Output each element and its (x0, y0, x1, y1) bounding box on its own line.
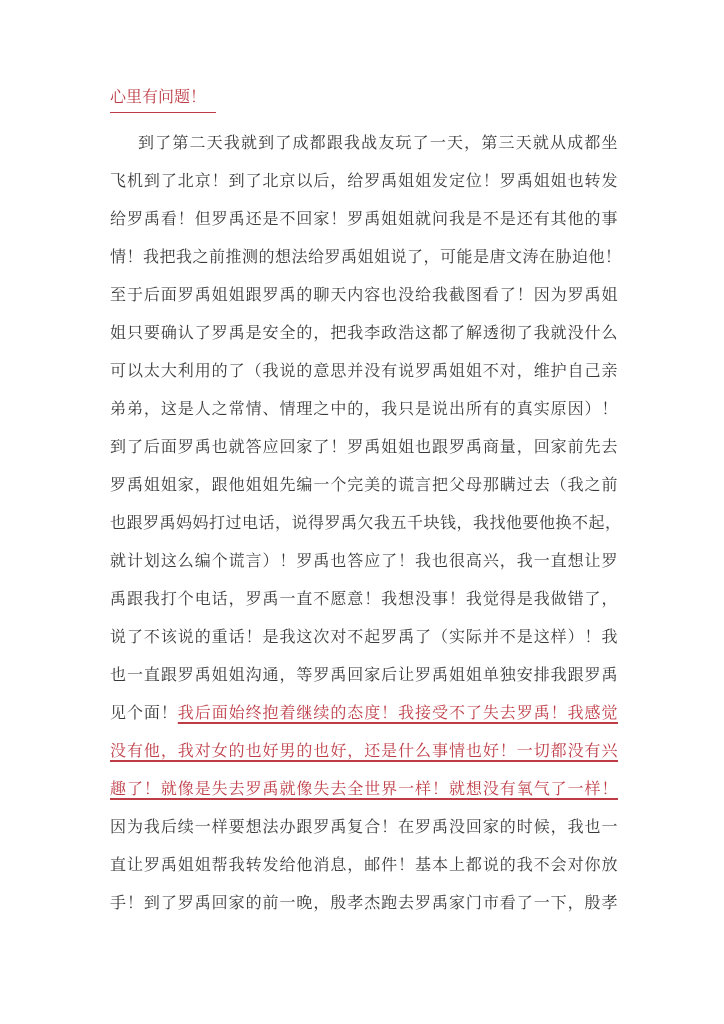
text-line (110, 505, 622, 543)
document-heading-text: 心里有问题！ (110, 86, 216, 113)
text-segment: 到了后面罗禹也就答应回家了！罗禹姐姐也跟罗禹商量，回家前先去 (110, 439, 618, 456)
text-line (110, 429, 618, 467)
document-body (110, 125, 622, 923)
text-line (110, 809, 618, 847)
highlighted-text-segment: 趣了！就像是失去罗禹就像失去全世界一样！就想没有氧气了一样！ (110, 781, 618, 798)
text-line (110, 277, 618, 315)
text-segment: 到了第二天我就到了成都跟我战友玩了一天，第三天就从成都坐 (138, 135, 618, 152)
document-heading (110, 86, 618, 113)
text-line (110, 353, 618, 391)
text-line (110, 315, 618, 353)
text-segment: 也跟罗禹妈妈打过电话，说得罗禹欠我五千块钱，我找他要他换不起， (110, 515, 622, 532)
text-segment: 直让罗禹姐姐帮我转发给他消息，邮件！基本上都说的我不会对你放 (110, 857, 618, 874)
text-segment: 弟弟，这是人之常情、情理之中的，我只是说出所有的真实原因）！ (110, 401, 618, 418)
text-segment: 姐只要确认了罗禹是安全的，把我李政浩这都了解透彻了我就没什么 (110, 325, 618, 342)
text-line (110, 847, 618, 885)
text-segment: 罗禹姐姐家，跟他姐姐先编一个完美的谎言把父母那瞒过去（我之前 (110, 477, 618, 494)
text-segment: 因为我后续一样要想法办跟罗禹复合！在罗禹没回家的时候，我也一 (110, 819, 618, 836)
text-segment: 可以太大利用的了（我说的意思并没有说罗禹姐姐不对，维护自己亲 (110, 363, 618, 380)
text-line (110, 125, 618, 163)
text-line (110, 391, 618, 429)
text-line (110, 201, 618, 239)
highlighted-text-segment: 没有他，我对女的也好男的也好，还是什么事情也好！一切都没有兴 (110, 743, 618, 760)
text-line (110, 695, 618, 733)
text-segment: 禹跟我打个电话，罗禹一直不愿意！我想没事！我觉得是我做错了， (110, 591, 618, 608)
text-line (110, 885, 618, 923)
text-segment: 情！我把我之前推测的想法给罗禹姐姐说了，可能是唐文涛在胁迫他！ (110, 249, 622, 266)
text-line (110, 543, 618, 581)
text-segment: 见个面！ (110, 705, 178, 722)
text-segment: 至于后面罗禹姐姐跟罗禹的聊天内容也没给我截图看了！因为罗禹姐 (110, 287, 618, 304)
highlighted-text-segment: 我后面始终抱着继续的态度！我接受不了失去罗禹！我感觉 (177, 705, 618, 722)
text-line (110, 771, 618, 809)
text-segment: 手！到了罗禹回家的前一晚，殷孝杰跑去罗禹家门市看了一下，殷孝 (110, 895, 618, 912)
text-segment: 给罗禹看！但罗禹还是不回家！罗禹姐姐就问我是不是还有其他的事 (110, 211, 618, 228)
text-line (110, 239, 622, 277)
text-line (110, 733, 618, 771)
text-segment: 说了不该说的重话！是我这次对不起罗禹了（实际并不是这样）！我 (110, 629, 618, 646)
text-segment: 飞机到了北京！到了北京以后，给罗禹姐姐发定位！罗禹姐姐也转发 (110, 173, 618, 190)
text-line (110, 467, 618, 505)
text-line (110, 581, 618, 619)
text-line (110, 619, 618, 657)
text-segment: 就计划这么编个谎言）！罗禹也答应了！我也很高兴，我一直想让罗 (110, 553, 618, 570)
document-page (110, 86, 622, 923)
text-segment: 也一直跟罗禹姐姐沟通，等罗禹回家后让罗禹姐姐单独安排我跟罗禹 (110, 667, 618, 684)
text-line (110, 163, 618, 201)
text-line (110, 657, 618, 695)
